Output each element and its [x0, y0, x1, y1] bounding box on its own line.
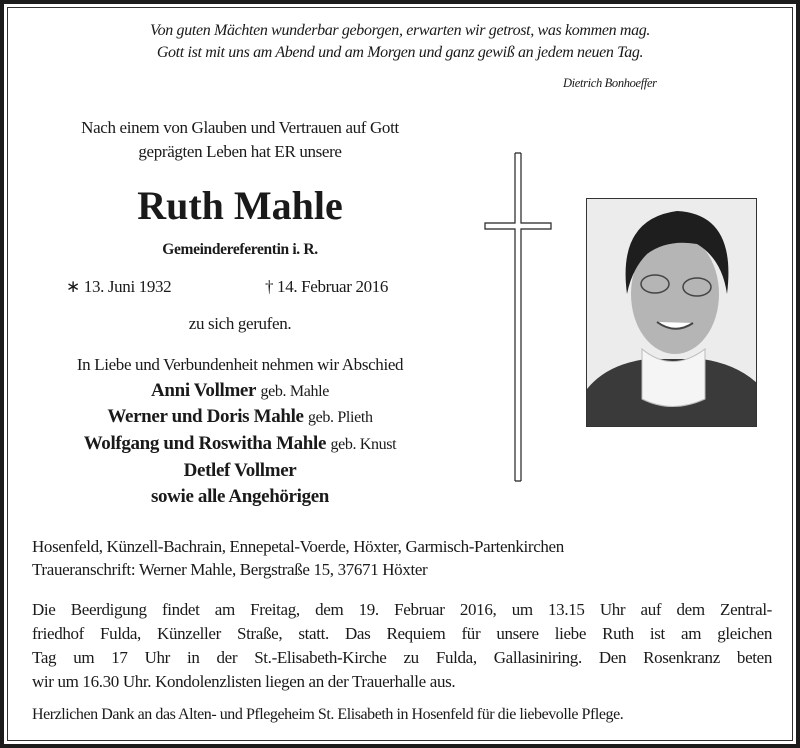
- mourner-4: Detlef Vollmer: [183, 460, 297, 481]
- places-line: Hosenfeld, Künzell-Bachrain, Ennepetal-Voerde, Höxter, Garmisch-Partenkirchen: [32, 537, 564, 556]
- mourner-2: Werner und Doris Mahle geb. Plieth: [107, 406, 373, 427]
- intro-line-2: geprägten Leben hat ER unsere: [138, 142, 342, 161]
- mourner-1: Anni Vollmer geb. Mahle: [151, 380, 329, 401]
- mourner-3: Wolfgang und Roswitha Mahle geb. Knust: [83, 433, 397, 454]
- motto-line-2: Gott ist mit uns am Abend und am Morgen und ganz gewiß an jedem neuen Tag.: [156, 44, 644, 61]
- intro-line-1: Nach einem von Glauben und Vertrauen auf Gott: [81, 118, 399, 137]
- death-date: † 14. Februar 2016: [265, 277, 389, 296]
- motto-line-1: Von guten Mächten wunderbar geborgen, erwarten wir getrost, was kommen mag.: [149, 22, 651, 39]
- funeral-line-4: wir um 16.30 Uhr. Kondolenzlisten liegen an der Trauerhalle aus.: [32, 672, 456, 691]
- farewell-text: In Liebe und Verbundenheit nehmen wir Abschied: [76, 355, 404, 374]
- deceased-name: Ruth Mahle: [137, 183, 343, 228]
- address-line: Traueranschrift: Werner Mahle, Bergstraße 15, 37671 Höxter: [32, 560, 428, 579]
- funeral-line-3: Tag um 17 Uhr in der St.-Elisabeth-Kirche zu Fulda, Gallasiniring. Den Rosenkranz beten: [32, 648, 772, 667]
- thanks-line: Herzlichen Dank an das Alten- und Pflegeheim St. Elisabeth in Hosenfeld für die liebevolle Pflege.: [32, 706, 624, 723]
- motto-author: Dietrich Bonhoeffer: [563, 76, 657, 90]
- birth-date: ∗ 13. Juni 1932: [66, 277, 172, 296]
- funeral-line-2: friedhof Fulda, Künzeller Straße, statt. Das Requiem für unsere liebe Ruth ist am gleichen: [32, 624, 772, 643]
- mourner-5: sowie alle Angehörigen: [150, 486, 330, 507]
- funeral-line-1: Die Beerdigung findet am Freitag, dem 19. Februar 2016, um 13.15 Uhr auf dem Zentral-: [32, 600, 772, 619]
- deceased-role: Gemeindereferentin i. R.: [162, 241, 318, 258]
- called-text: zu sich gerufen.: [188, 314, 292, 333]
- cross-icon: [480, 150, 556, 484]
- portrait-photo: [586, 198, 757, 427]
